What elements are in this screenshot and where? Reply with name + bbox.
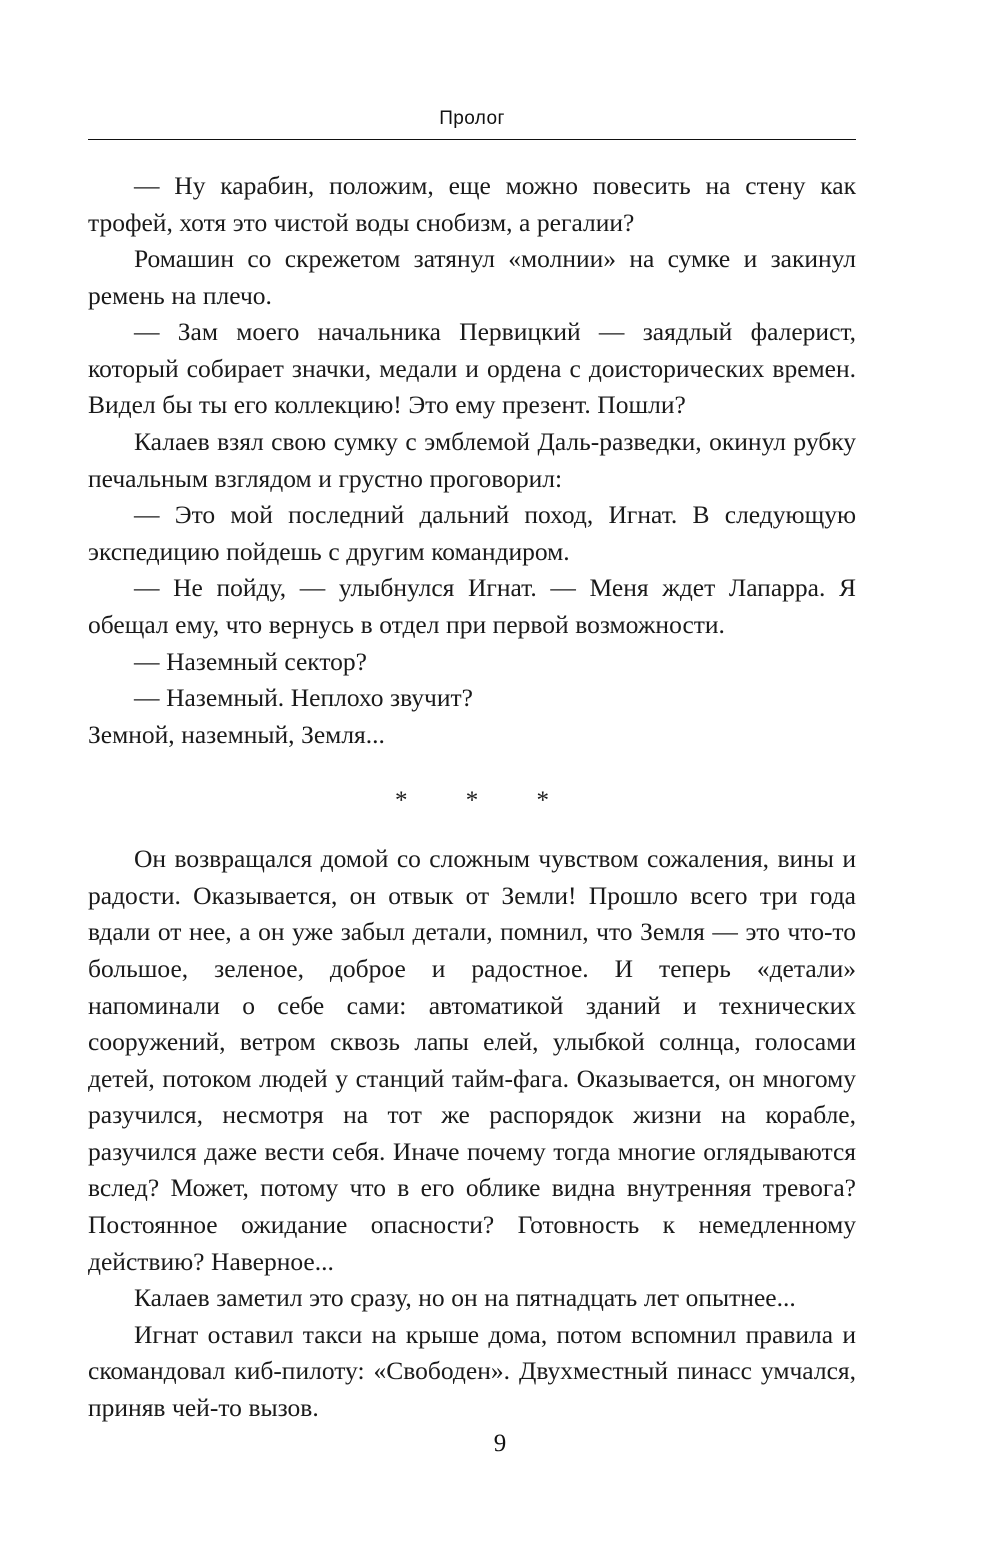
paragraph: Калаев заметил это сразу, но он на пятнадцать лет опытнее... bbox=[134, 1283, 796, 1313]
paragraph: — Наземный. Неплохо звучит? bbox=[134, 683, 473, 713]
paragraph: Он возвращался домой со сложным чувством сожаления, вины и радости. Оказывается, он отвык от Земли! Прошло всего три года вдали от нее, а он уже забыл детали, помнил, что Земля — это что-то большое, зеленое, доброе и радостное. И теперь «детали» напоминали о себе сами: автоматикой зданий и технических сооружений, ветром сквозь лапы елей, улыбкой солнца, голосами детей, потоком людей у станций тайм-фага. Оказывается, он многому разучился, несмотря на тот же распорядок жизни на корабле, разучился даже вести себя. Иначе почему тогда многие оглядываются вслед? Может, потому что в его облике видна внутренняя тревога? Постоянное ожидание опасности? Готовность к немедленному действию? Наверное... bbox=[88, 844, 856, 1276]
running-head: Пролог bbox=[439, 108, 505, 129]
page-number: 9 bbox=[493, 1430, 507, 1457]
paragraph: — Это мой последний дальний поход, Игнат. В следующую экспедицию пойдешь с другим командиром. bbox=[88, 500, 856, 566]
header-rule bbox=[88, 139, 856, 140]
paragraph: Земной, наземный, Земля... bbox=[88, 719, 385, 749]
paragraph: Ромашин со скрежетом затянул «молнии» на сумке и закинул ремень на плечо. bbox=[88, 244, 856, 310]
paragraph: — Наземный сектор? bbox=[134, 646, 367, 676]
paragraph: — Не пойду, — улыбнулся Игнат. — Меня ждет Лапарра. Я обещал ему, что вернусь в отдел при первой возможности. bbox=[88, 573, 856, 639]
paragraph: Калаев взял свою сумку с эмблемой Даль-разведки, окинул рубку печальным взглядом и грустно проговорил: bbox=[88, 427, 856, 493]
section-divider: * * * bbox=[395, 787, 575, 815]
page-content bbox=[88, 108, 856, 1427]
paragraph: — Зам моего начальника Первицкий — заядлый фалерист, который собирает значки, медали и ордена с доисторических времен. Видел бы ты его коллекцию! Это ему презент. Пошли? bbox=[88, 317, 856, 420]
paragraph: — Ну карабин, положим, еще можно повесить на стену как трофей, хотя это чистой воды снобизм, а регалии? bbox=[88, 171, 856, 237]
paragraph: Игнат оставил такси на крыше дома, потом вспомнил правила и скомандовал киб-пилоту: «Свободен». Двухместный пинасс умчался, приняв чей-то вызов. bbox=[88, 1319, 856, 1422]
